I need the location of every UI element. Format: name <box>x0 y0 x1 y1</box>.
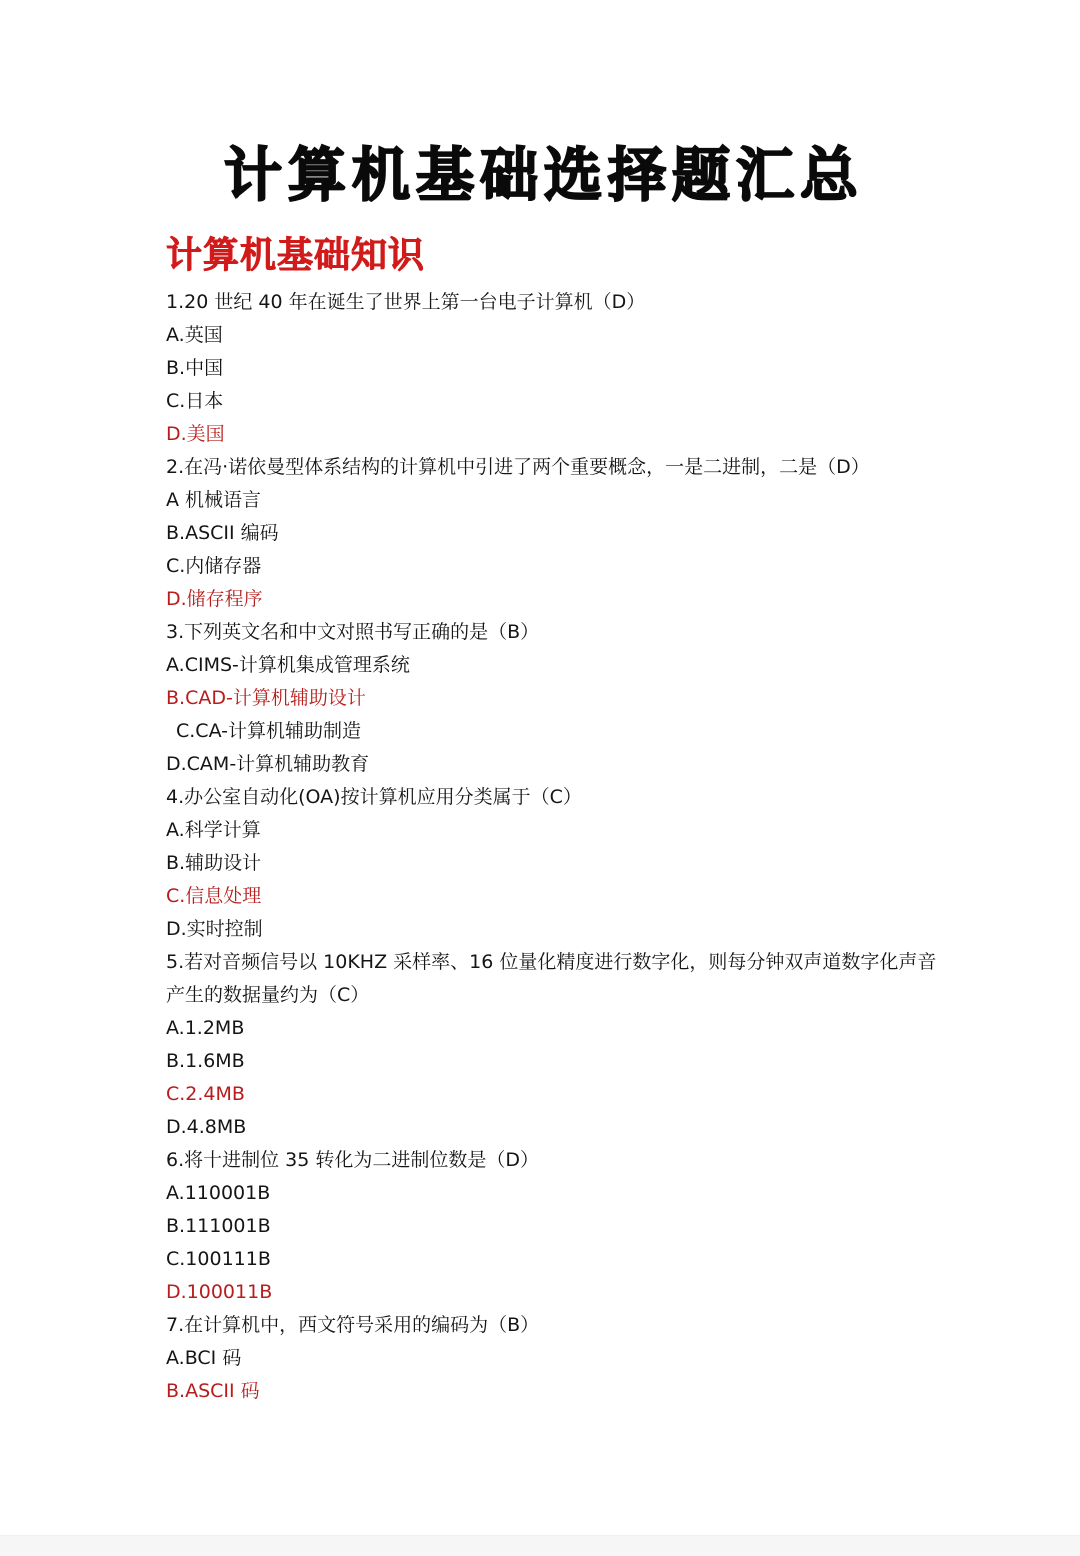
option-d: D.4.8MB <box>166 1116 247 1138</box>
section-heading: 计算机基础知识 <box>166 235 426 276</box>
option-b: B.111001B <box>166 1215 271 1237</box>
question-block <box>166 1144 946 1309</box>
question-block <box>166 1309 946 1408</box>
option-a: A.英国 <box>166 324 223 346</box>
question-block <box>166 286 946 451</box>
option-c-correct: C.信息处理 <box>166 885 262 907</box>
option-c: C.日本 <box>166 390 224 412</box>
option-b: B.辅助设计 <box>166 852 262 874</box>
question-block <box>166 946 946 1144</box>
question-text: 2.在冯·诺依曼型体系结构的计算机中引进了两个重要概念，一是二进制，二是（D） <box>166 456 870 478</box>
question-text: 7.在计算机中，西文符号采用的编码为（B） <box>166 1314 540 1336</box>
option-a: A.1.2MB <box>166 1017 245 1039</box>
option-c: C.100111B <box>166 1248 271 1270</box>
document-title: 计算机基础选择题汇总 <box>223 141 864 209</box>
option-a: A 机械语言 <box>166 489 262 511</box>
option-d-correct: D.美国 <box>166 423 225 445</box>
option-b-correct: B.CAD-计算机辅助设计 <box>166 687 366 709</box>
option-b: B.中国 <box>166 357 224 379</box>
option-d: D.实时控制 <box>166 918 263 940</box>
option-b: B.ASCII 编码 <box>166 522 279 544</box>
question-text: 6.将十进制位 35 转化为二进制位数是（D） <box>166 1149 540 1171</box>
option-c: C.内储存器 <box>166 555 262 577</box>
question-block <box>166 616 946 781</box>
question-text: 1.20 世纪 40 年在诞生了世界上第一台电子计算机（D） <box>166 291 646 313</box>
question-text-line-2: 产生的数据量约为（C） <box>166 984 370 1006</box>
option-a: A.110001B <box>166 1182 271 1204</box>
question-text: 4.办公室自动化(OA)按计算机应用分类属于（C） <box>166 786 582 808</box>
option-b-correct: B.ASCII 码 <box>166 1380 260 1402</box>
option-a: A.BCI 码 <box>166 1347 242 1369</box>
option-d: D.CAM-计算机辅助教育 <box>166 753 370 775</box>
option-c-correct: C.2.4MB <box>166 1083 245 1105</box>
option-c: C.CA-计算机辅助制造 <box>176 720 362 742</box>
question-list <box>166 286 946 1408</box>
question-text: 3.下列英文名和中文对照书写正确的是（B） <box>166 621 540 643</box>
question-text-line-1: 5.若对音频信号以 10KHZ 采样率、16 位量化精度进行数字化，则每分钟双声道数字化声音 <box>166 951 937 973</box>
page-bottom-edge <box>0 1535 1080 1556</box>
option-a: A.CIMS-计算机集成管理系统 <box>166 654 410 676</box>
question-block <box>166 451 946 616</box>
option-a: A.科学计算 <box>166 819 261 841</box>
question-block <box>166 781 946 946</box>
option-d-correct: D.储存程序 <box>166 588 263 610</box>
option-d-correct: D.100011B <box>166 1281 273 1303</box>
option-b: B.1.6MB <box>166 1050 245 1072</box>
